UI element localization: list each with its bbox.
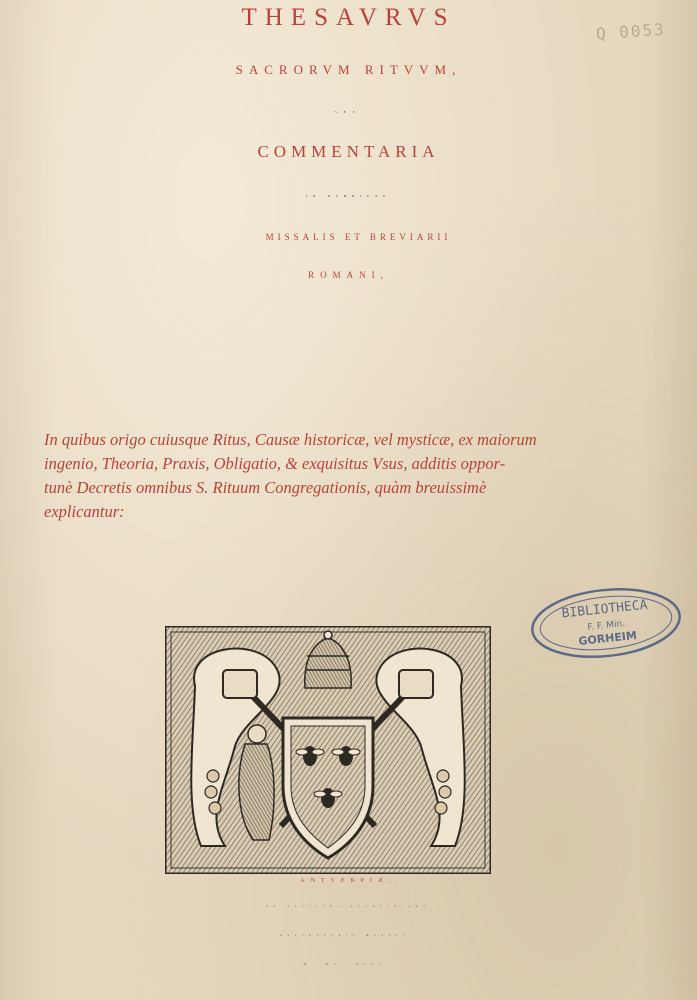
title-line-sacrorum-rituum: SACRORVM RITVVM, (235, 62, 462, 77)
description-line-2: ingenio, Theoria, Praxis, Obligatio, & exquisitus Vsus, additis oppor- (44, 454, 506, 473)
title-line-romani: ROMANI, (308, 270, 389, 280)
library-stamp (528, 586, 684, 660)
title-line-in-rubricas: IN RVBRICAS (306, 194, 391, 198)
imprint-city: ANTVERPIÆ, (300, 878, 397, 884)
stamp-line-2: F. F. Min. (587, 619, 626, 633)
title-line-commentaria: COMMENTARIA (257, 142, 440, 161)
shelfmark-note: Q 0053 (595, 19, 667, 44)
imprint-printer: BALTHASARIS MORETI. (280, 935, 417, 937)
description-line-1: In quibus origo cuiusque Ritus, Causæ historicæ, vel mysticæ, ex maiorum (44, 430, 537, 449)
imprint-officina: EX OFFICINA PLANTINIANA (266, 906, 431, 908)
imprint-year: M. DC. XLVI. (303, 962, 394, 966)
title-line-thesaurus: THESAVRVS (241, 4, 456, 31)
title-line-seu: SEV (335, 110, 362, 114)
coat-of-arms-engraving (165, 626, 491, 874)
title-line-missalis: MISSALIS ET BREVIARII (265, 232, 452, 242)
description-line-4: explicantur: (44, 502, 125, 521)
stamp-line-1: BIBLIOTHECA (560, 597, 649, 622)
stamp-line-3: GORHEIM (577, 628, 638, 648)
description-line-3: tunè Decretis omnibus S. Rituum Congregationis, quàm breuissimè (44, 478, 487, 497)
